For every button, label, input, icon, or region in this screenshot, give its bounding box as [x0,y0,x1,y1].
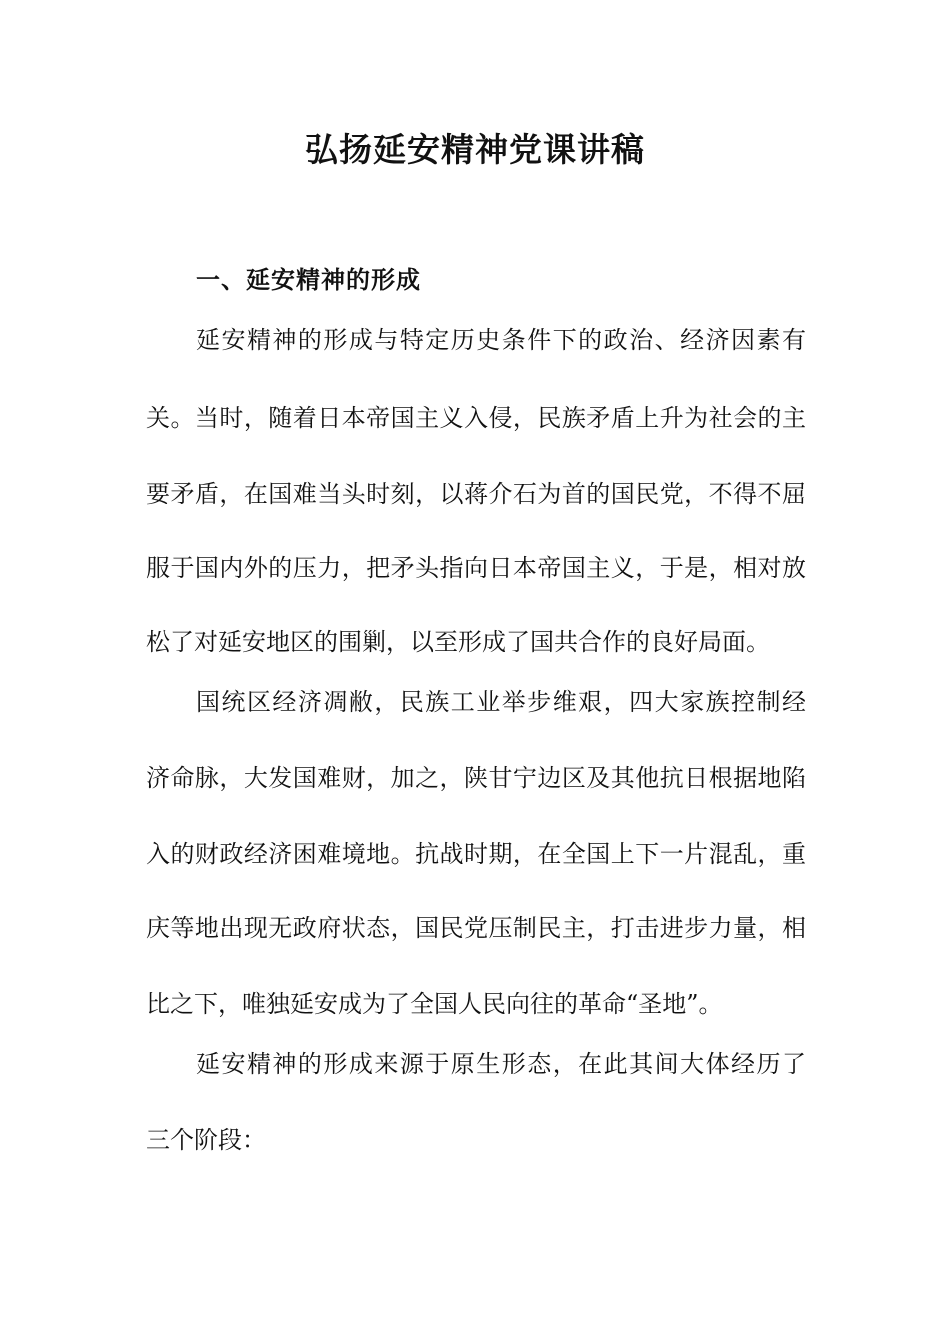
paragraph-1-line-4: 服于国内外的压力，把矛头指向日本帝国主义，于是，相对放 [146,554,806,582]
paragraph-3-line-2: 三个阶段： [146,1126,266,1154]
section-heading: 一、延安精神的形成 [196,265,421,294]
paragraph-1-line-5: 松了对延安地区的围剿，以至形成了国共合作的良好局面。 [146,628,770,656]
paragraph-1-line-2: 关。当时，随着日本帝国主义入侵，民族矛盾上升为社会的主 [146,404,806,432]
paragraph-3-line-1: 延安精神的形成来源于原生形态，在此其间大体经历了 [196,1050,806,1078]
paragraph-2-line-2: 济命脉，大发国难财，加之，陕甘宁边区及其他抗日根据地陷 [146,764,806,792]
paragraph-2-line-4: 庆等地出现无政府状态，国民党压制民主，打击进步力量，相 [146,914,806,942]
paragraph-2-line-5: 比之下，唯独延安成为了全国人民向往的革命“圣地”。 [146,990,723,1018]
paragraph-1-line-3: 要矛盾，在国难当头时刻，以蒋介石为首的国民党，不得不屈 [146,480,806,508]
paragraph-1-line-1: 延安精神的形成与特定历史条件下的政治、经济因素有 [196,326,806,354]
paragraph-2-line-3: 入的财政经济困难境地。抗战时期，在全国上下一片混乱，重 [146,840,806,868]
document-title: 弘扬延安精神党课讲稿 [305,130,645,169]
paragraph-2-line-1: 国统区经济凋敝，民族工业举步维艰，四大家族控制经 [196,688,806,716]
